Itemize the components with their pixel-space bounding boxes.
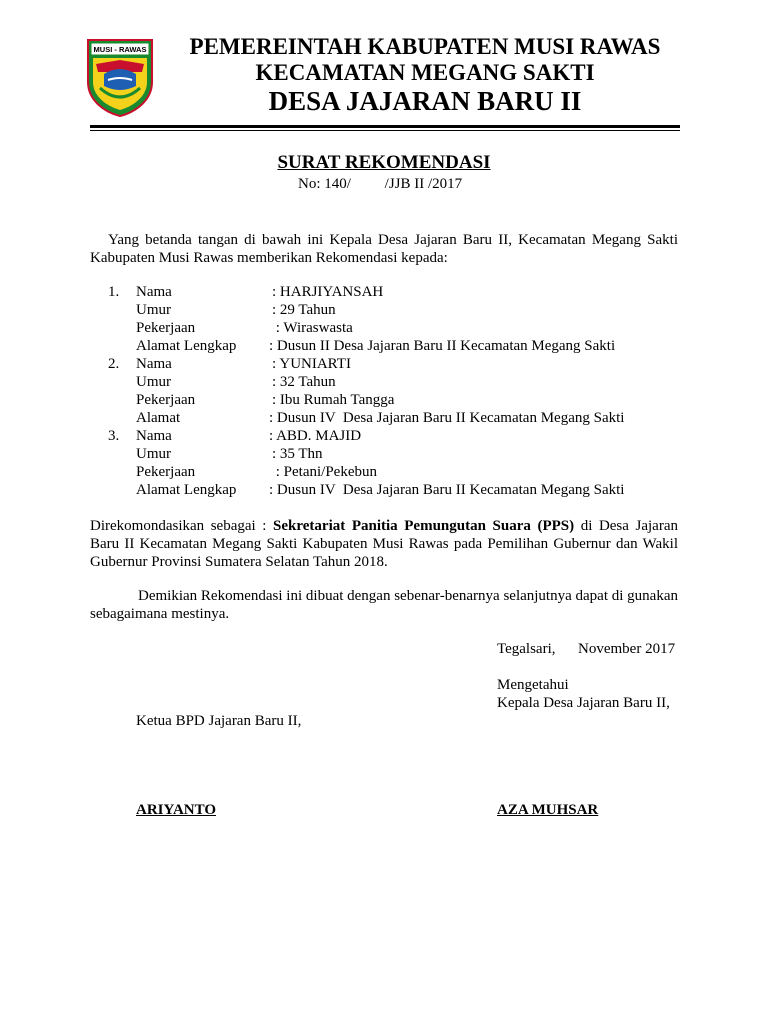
recommendation-position: Sekretariat Panitia Pemungutan Suara (PPS): [273, 518, 575, 534]
person-1-value-address: : Dusun II Desa Jajaran Baru II Kecamatan Megang Sakti: [269, 338, 616, 354]
place-date: Tegalsari, November 2017: [497, 641, 676, 657]
person-3-label-address: Alamat Lengkap: [136, 482, 237, 498]
person-3-label-age: Umur: [136, 446, 171, 462]
person-3-value-address: : Dusun IV Desa Jajaran Baru II Kecamatan Megang Sakti: [269, 482, 625, 498]
person-3-value-name: : ABD. MAJID: [269, 428, 362, 444]
person-1-number: 1.: [108, 284, 120, 300]
logo-text: MUSI - RAWAS: [93, 45, 147, 54]
bpd-chair-title: Ketua BPD Jajaran Baru II,: [136, 713, 302, 729]
person-2-label-address: Alamat: [136, 410, 181, 426]
bpd-chair-name: ARIYANTO: [136, 802, 217, 818]
document-number: No: 140/ /JJB II /2017: [298, 176, 463, 192]
person-1-value-age: : 29 Tahun: [272, 302, 336, 318]
letterhead-line-3: DESA JAJARAN BARU II: [268, 86, 582, 116]
letterhead-line-2: KECAMATAN MEGANG SAKTI: [255, 60, 595, 85]
village-head-title: Kepala Desa Jajaran Baru II,: [497, 695, 670, 711]
person-1-label-name: Nama: [136, 284, 172, 300]
recommendation-prefix: Direkomondasikan sebagai :: [90, 518, 274, 534]
village-head-name: AZA MUHSAR: [497, 802, 599, 818]
person-3-value-age: : 35 Thn: [272, 446, 323, 462]
person-2-value-job: : Ibu Rumah Tangga: [272, 392, 395, 408]
person-3-number: 3.: [108, 428, 120, 444]
person-3-label-name: Nama: [136, 428, 172, 444]
letterhead-rule-thick: [90, 125, 680, 128]
intro-paragraph: Yang betanda tangan di bawah ini Kepala Desa Jajaran Baru II, Kecamatan Megang Sakti Kabupaten Musi Rawas memberikan Rekomendasi kepada:: [90, 232, 678, 266]
person-2-label-job: Pekerjaan: [136, 392, 196, 408]
person-2-value-name: : YUNIARTI: [272, 356, 351, 372]
person-1-value-name: : HARJIYANSAH: [272, 284, 384, 300]
person-1-label-age: Umur: [136, 302, 171, 318]
person-2-label-name: Nama: [136, 356, 172, 372]
regency-logo: [86, 38, 154, 118]
recommendation-suffix: di Desa Jajaran Baru II Kecamatan Megang Sakti Kabupaten Musi Rawas pada Pemilihan Gubernur dan Wakil Gubernur Provinsi Sumatera Selatan Tahun 2018.: [90, 518, 678, 570]
recommendation-paragraph: [90, 517, 678, 571]
person-1-label-job: Pekerjaan: [136, 320, 196, 336]
person-2-value-address: : Dusun IV Desa Jajaran Baru II Kecamatan Megang Sakti: [269, 410, 625, 426]
person-3-value-job: : Petani/Pekebun: [272, 464, 377, 480]
closing-paragraph: Demikian Rekomendasi ini dibuat dengan sebenar-benarnya selanjutnya dapat di gunakan sebagaimana mestinya.: [90, 588, 678, 622]
letterhead-rule-thin: [90, 130, 680, 131]
person-2-label-age: Umur: [136, 374, 171, 390]
acknowledge-label: Mengetahui: [497, 677, 569, 693]
person-2-value-age: : 32 Tahun: [272, 374, 336, 390]
person-3-label-job: Pekerjaan: [136, 464, 196, 480]
letterhead-line-1: PEMEREINTAH KABUPATEN MUSI RAWAS: [189, 34, 661, 59]
document-title: SURAT REKOMENDASI: [277, 152, 491, 173]
person-1-label-address: Alamat Lengkap: [136, 338, 237, 354]
person-2-number: 2.: [108, 356, 120, 372]
person-1-value-job: : Wiraswasta: [272, 320, 353, 336]
